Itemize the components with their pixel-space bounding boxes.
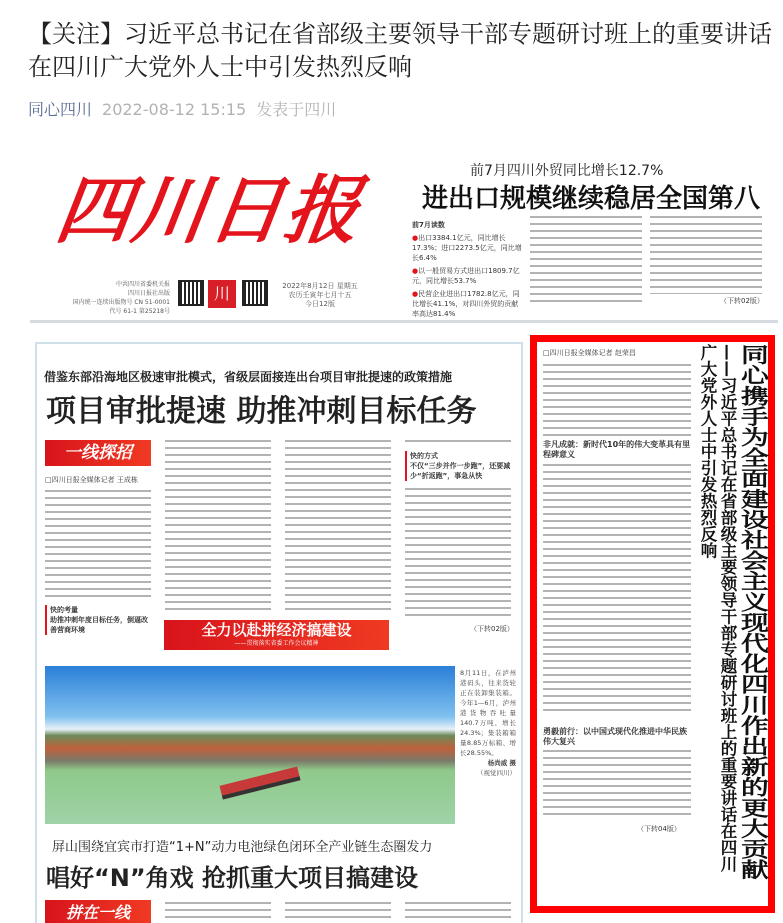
story1-byline: □四川日报全媒体记者 王成栋	[45, 476, 138, 484]
caption-text: 8月11日，在泸州港码头，往来货轮正在装卸集装箱。今年1—6月，泸州港货物吞吐量140.7万吨、增长24.3%；集装箱箱量8.85万标箱、增长28.55%。	[460, 669, 516, 757]
publisher-line: 中共四川省委机关报	[115, 281, 170, 288]
article-title: 【关注】习近平总书记在省部级主要领导干部专题研讨班上的重要讲话在四川广大党外人士中引发热烈反响	[28, 20, 772, 81]
lead-headline: 进出口规模继续稳居全国第八	[422, 184, 761, 214]
page-count: 今日12版	[305, 300, 335, 308]
sub-line-2: 广大党外人士中引发热烈反响	[698, 344, 717, 559]
story1-body-text	[405, 440, 511, 447]
sub1-title: 快的考量	[50, 606, 78, 614]
feature-continued: （下转04版）	[637, 825, 681, 833]
port-photo	[45, 666, 455, 824]
story2-headline: 唱好“N”角戏 抢抓重大项目搞建设	[46, 864, 418, 892]
lead-body-text	[530, 216, 642, 302]
feature-headline: 同心携手为全面建设社会主义现代化四川作出新的更大贡献	[735, 344, 769, 880]
qr-code-icon	[242, 280, 268, 306]
feature-section2: 勇毅前行：以中国式现代化推进中华民族伟大复兴	[543, 727, 687, 746]
feature-byline: □四川日报全媒体记者 赵荣昌	[543, 349, 636, 357]
feature-body-text	[543, 464, 691, 716]
publisher-line: 国内统一连续出版物号 CN 51-0001	[72, 299, 170, 306]
issue-info	[280, 282, 360, 309]
photo-credit-2: （视觉四川）	[477, 769, 516, 777]
story1-continued: （下转02版）	[470, 625, 514, 633]
publish-date: 2022-08-12 15:15	[102, 100, 247, 119]
lead-kicker: 前7月四川外贸同比增长12.7%	[470, 163, 664, 179]
story1-kicker: 借鉴东部沿海地区极速审批模式，省级层面接连出台项目审批提速的政策措施	[44, 370, 453, 384]
data-point: ●民营企业进出口1782.8亿元，同比增长41.1%，对四川外贸的贡献率高达81.4%	[412, 290, 520, 318]
photo-credit: 杨尚威 摄	[487, 759, 516, 767]
highlighted-feature	[530, 335, 775, 913]
feature-section1: 非凡成就：新时代10年的伟大变革具有里程碑意义	[543, 440, 691, 459]
feature-body-text	[543, 750, 691, 820]
campaign-banner	[164, 620, 389, 650]
lead-body-text	[650, 216, 762, 294]
publisher-line: 四川日报社出版	[127, 290, 170, 297]
lead-continued: （下转02版）	[720, 297, 764, 305]
issue-date: 2022年8月12日 星期五	[282, 282, 358, 290]
source-link[interactable]: 同心四川	[28, 100, 93, 119]
logo-icon: 川	[208, 280, 236, 308]
sub2-text: 不仅“三步并作一步跑”，还要减少“折返跑”，事急从快	[410, 462, 511, 480]
story2-body-text	[165, 902, 271, 923]
story1-body-text	[405, 488, 511, 618]
story2-body-text	[405, 902, 511, 923]
divider	[30, 320, 778, 323]
column-tag: 一线探招	[45, 440, 151, 466]
data-title: 前7月读数	[412, 221, 445, 229]
photo-caption	[460, 668, 516, 778]
data-point: ●出口3384.1亿元，同比增长17.3%；进口2273.5亿元，同比增长6.4%	[412, 234, 522, 262]
masthead: 四川日报	[51, 168, 368, 254]
lunar-date: 农历壬寅年七月十五	[288, 291, 352, 299]
banner-title: 全力以赴拼经济搞建设	[201, 621, 352, 639]
story1-headline: 项目审批提速 助推冲刺目标任务	[46, 394, 477, 429]
data-point-text: 以一般贸易方式进出口1809.7亿元，同比增长53.7%	[412, 267, 520, 285]
feature-body-text	[543, 364, 691, 436]
feature-subheadline	[697, 344, 737, 910]
story2-body-text	[285, 902, 391, 923]
story1-sub1	[45, 605, 151, 635]
story1-body-text	[165, 440, 271, 612]
lead-data	[412, 220, 522, 319]
sub-line-1: ——习近平总书记在省部级主要领导干部专题研讨班上的重要讲话在四川	[718, 344, 737, 872]
story1-sub2	[405, 451, 511, 481]
data-point-text: 民营企业进出口1782.8亿元，同比增长41.1%，对四川外贸的贡献率高达81.4%	[412, 290, 520, 318]
banner-subtitle: ——贯彻落实省委工作会议精神	[234, 640, 319, 647]
data-point: ●以一般贸易方式进出口1809.7亿元，同比增长53.7%	[412, 267, 520, 285]
story1-body-text	[285, 440, 391, 612]
newspaper-image	[30, 132, 778, 923]
sub1-text: 助推冲刺年度目标任务，倒逼改善营商环境	[50, 616, 148, 634]
publisher-line: 代号 61-1 第25218号	[109, 308, 170, 315]
publisher-info	[70, 280, 170, 316]
cargo-ship	[219, 767, 300, 800]
sub2-title: 快的方式	[410, 452, 438, 460]
data-point-text: 出口3384.1亿元，同比增长17.3%；进口2273.5亿元，同比增长6.4%	[412, 234, 522, 262]
story2-kicker: 屏山围绕宜宾市打造“1+N”动力电池绿色闭环全产业链生态圈发力	[52, 840, 433, 855]
qr-code-icon	[178, 280, 204, 306]
article-meta	[28, 97, 336, 120]
story1-body-text	[45, 490, 151, 600]
column-tag-2: 拼在一线	[45, 900, 151, 923]
publish-location: 发表于四川	[256, 100, 337, 119]
